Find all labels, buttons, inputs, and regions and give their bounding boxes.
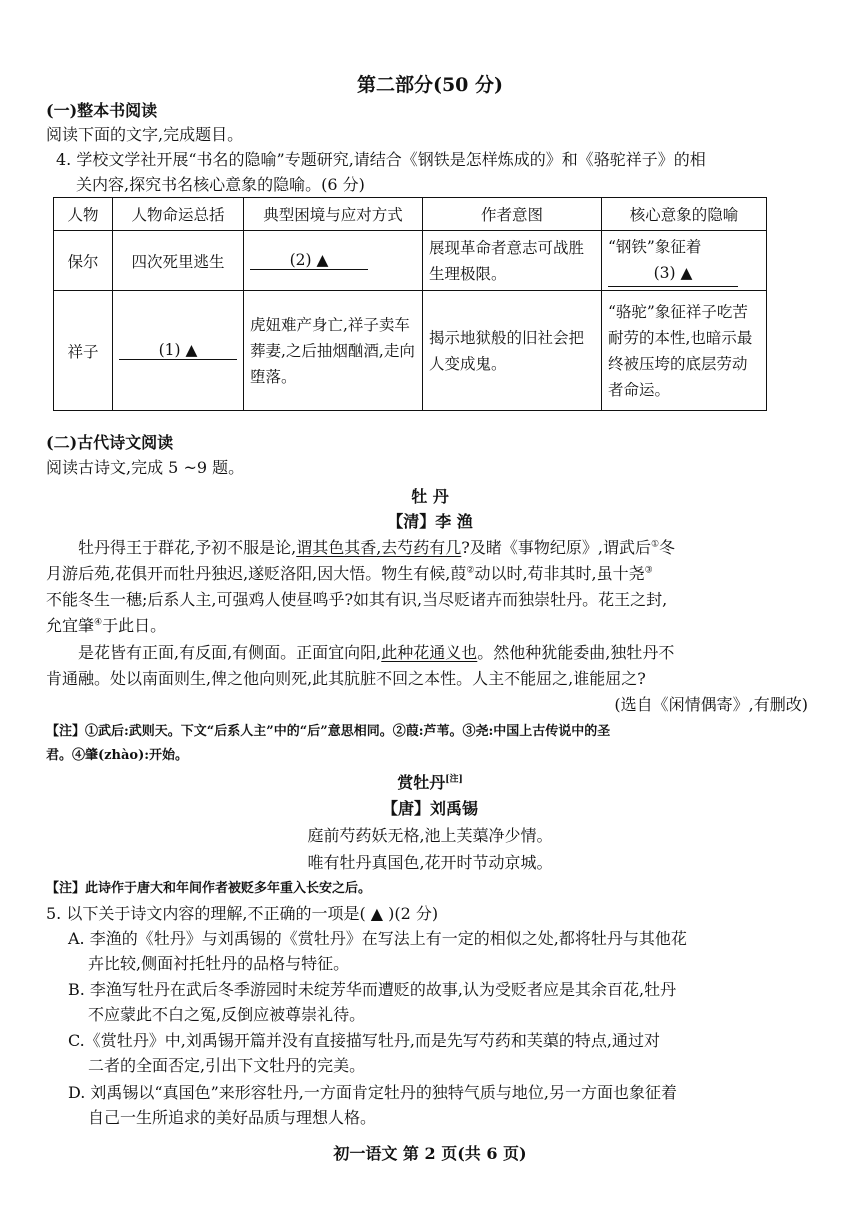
poem-line1: 庭前芍药妖无格,池上芙蕖净少情。 <box>307 826 553 845</box>
underlined-sentence: 谓其色其香,去芍药有几 <box>296 538 462 557</box>
prose-text: 是花皆有正面,有反面,有侧面。正面宜向阳, <box>78 643 382 662</box>
q5-stem: 5. 以下关于诗文内容的理解,不正确的一项是( ▲ )(2 分) <box>46 904 439 923</box>
note2: 【注】此诗作于唐大和年间作者被贬多年重入长安之后。 <box>46 881 372 896</box>
q5-option-d-line2: 自己一生所追求的美好品质与理想人格。 <box>88 1108 377 1127</box>
table-header: 核心意象的隐喻 <box>602 198 767 231</box>
footnote-mark: ② <box>466 565 475 576</box>
prose-p2-line1 <box>78 640 674 663</box>
prose-text: 于此日。 <box>102 616 167 635</box>
table-cell-plight <box>244 231 423 291</box>
page-footer: 初一语文 第 2 页(共 6 页) <box>333 1144 527 1163</box>
q5-option-d-line1: D. 刘禹锡以“真国色”来形容牡丹,一方面肯定牡丹的独特气质与地位,另一方面也象征着 <box>68 1083 677 1102</box>
poem-title-text: 赏牡丹 <box>397 773 446 792</box>
prose-p1-line2 <box>46 561 653 584</box>
poem-line2: 唯有牡丹真国色,花开时节动京城。 <box>307 853 553 872</box>
prose-p2-line2: 肯通融。处以南面则生,俾之他向则死,此其肮脏不回之本性。人主不能屈之,谁能屈之? <box>46 669 646 688</box>
prose-text: 。然他种犹能委曲,独牡丹不 <box>477 643 675 662</box>
note1-line2: 君。④肇(zhào):开始。 <box>46 748 189 763</box>
prose-p1-line4 <box>46 613 166 636</box>
footnote-mark: ① <box>650 539 660 550</box>
poem-author: 【唐】刘禹锡 <box>381 799 478 818</box>
q5-option-c-line2: 二者的全面否定,引出下文牡丹的完美。 <box>88 1056 366 1075</box>
table-header: 作者意图 <box>423 198 602 231</box>
underlined-sentence: 此种花通义也 <box>381 643 478 662</box>
prose-author: 【清】李 渔 <box>387 512 473 531</box>
table-cell-intent: 揭示地狱般的旧社会把人变成鬼。 <box>423 291 602 411</box>
q5-option-b-line1: B. 李渔写牡丹在武后冬季游园时未绽芳华而遭贬的故事,认为受贬者应是其余百花,牡丹 <box>68 980 677 999</box>
prose-text: 月游后苑,花俱开而牡丹独迟,遂贬洛阳,因大悟。物生有候,葭 <box>46 564 467 583</box>
footnote-mark: ③ <box>644 565 653 576</box>
prose-source: (选自《闲情偶寄》,有删改) <box>614 695 808 714</box>
prose-text: 牡丹得王于群花,予初不服是论, <box>78 538 297 557</box>
prose-p1-line3: 不能冬生一穗;后系人主,可强鸡人使昼鸣乎?如其有识,当尽贬诸卉而独崇牡丹。花王之封, <box>46 590 668 609</box>
table-header: 人物命运总括 <box>113 198 244 231</box>
answer-blank-1: (1) ▲ <box>119 341 237 360</box>
section2-instruction: 阅读古诗文,完成 5 ~9 题。 <box>46 458 245 477</box>
table-cell-person: 祥子 <box>54 291 113 411</box>
table-row <box>54 291 767 411</box>
section1-instruction: 阅读下面的文字,完成题目。 <box>46 125 244 144</box>
footnote-mark: [注] <box>445 774 463 785</box>
prose-text: 动以时,苟非其时,虽十尧 <box>474 564 645 583</box>
table-cell-metaphor <box>602 231 767 291</box>
section2-heading: (二)古代诗文阅读 <box>46 433 174 452</box>
table-header-row <box>54 198 767 231</box>
table-header: 典型困境与应对方式 <box>244 198 423 231</box>
prose-text: 冬 <box>659 538 676 557</box>
poem-title <box>0 770 860 793</box>
prose-text: 允宜肇 <box>46 616 95 635</box>
footnote-mark: ④ <box>94 617 103 628</box>
section1-heading: (一)整本书阅读 <box>46 101 158 120</box>
q5-option-c-line1: C.《赏牡丹》中,刘禹锡开篇并没有直接描写牡丹,而是先写芍药和芙蕖的特点,通过对 <box>68 1031 661 1050</box>
answer-blank-3: (3) ▲ <box>608 260 738 287</box>
q4-line2: 关内容,探究书名核心意象的隐喻。(6 分) <box>76 175 365 194</box>
metaphor-table <box>53 197 767 411</box>
prose-p1-line1 <box>78 535 675 558</box>
table-row <box>54 231 767 291</box>
q5-option-a-line2: 卉比较,侧面衬托牡丹的品格与特征。 <box>88 954 350 973</box>
table-cell-intent: 展现革命者意志可战胜生理极限。 <box>423 231 602 291</box>
table-cell-person: 保尔 <box>54 231 113 291</box>
table-cell-plight: 虎妞难产身亡,祥子卖车葬妻,之后抽烟酗酒,走向堕落。 <box>244 291 423 411</box>
table-header: 人物 <box>54 198 113 231</box>
prose-text: ?及睹《事物纪原》,谓武后 <box>461 538 651 557</box>
table-cell-metaphor: “骆驼”象征祥子吃苦耐劳的本性,也暗示最终被压垮的底层劳动者命运。 <box>602 291 767 411</box>
q5-option-a-line1: A. 李渔的《牡丹》与刘禹锡的《赏牡丹》在写法上有一定的相似之处,都将牡丹与其他花 <box>68 929 687 948</box>
metaphor-text: “钢铁”象征着 <box>608 238 702 256</box>
part-title: 第二部分(50 分) <box>356 74 504 96</box>
prose-title: 牡 丹 <box>411 487 449 506</box>
q5-option-b-line2: 不应蒙此不白之冤,反倒应被尊崇礼待。 <box>88 1005 366 1024</box>
table-cell-fate: 四次死里逃生 <box>113 231 244 291</box>
answer-blank-2: (2) ▲ <box>250 251 368 270</box>
table-cell-fate <box>113 291 244 411</box>
q4-line1: 4. 学校文学社开展“书名的隐喻”专题研究,请结合《钢铁是怎样炼成的》和《骆驼祥子》的相 <box>56 150 706 169</box>
note1-line1: 【注】①武后:武则天。下文“后系人主”中的“后”意思相同。②葭:芦苇。③尧:中国上古传说中的圣 <box>46 724 611 739</box>
